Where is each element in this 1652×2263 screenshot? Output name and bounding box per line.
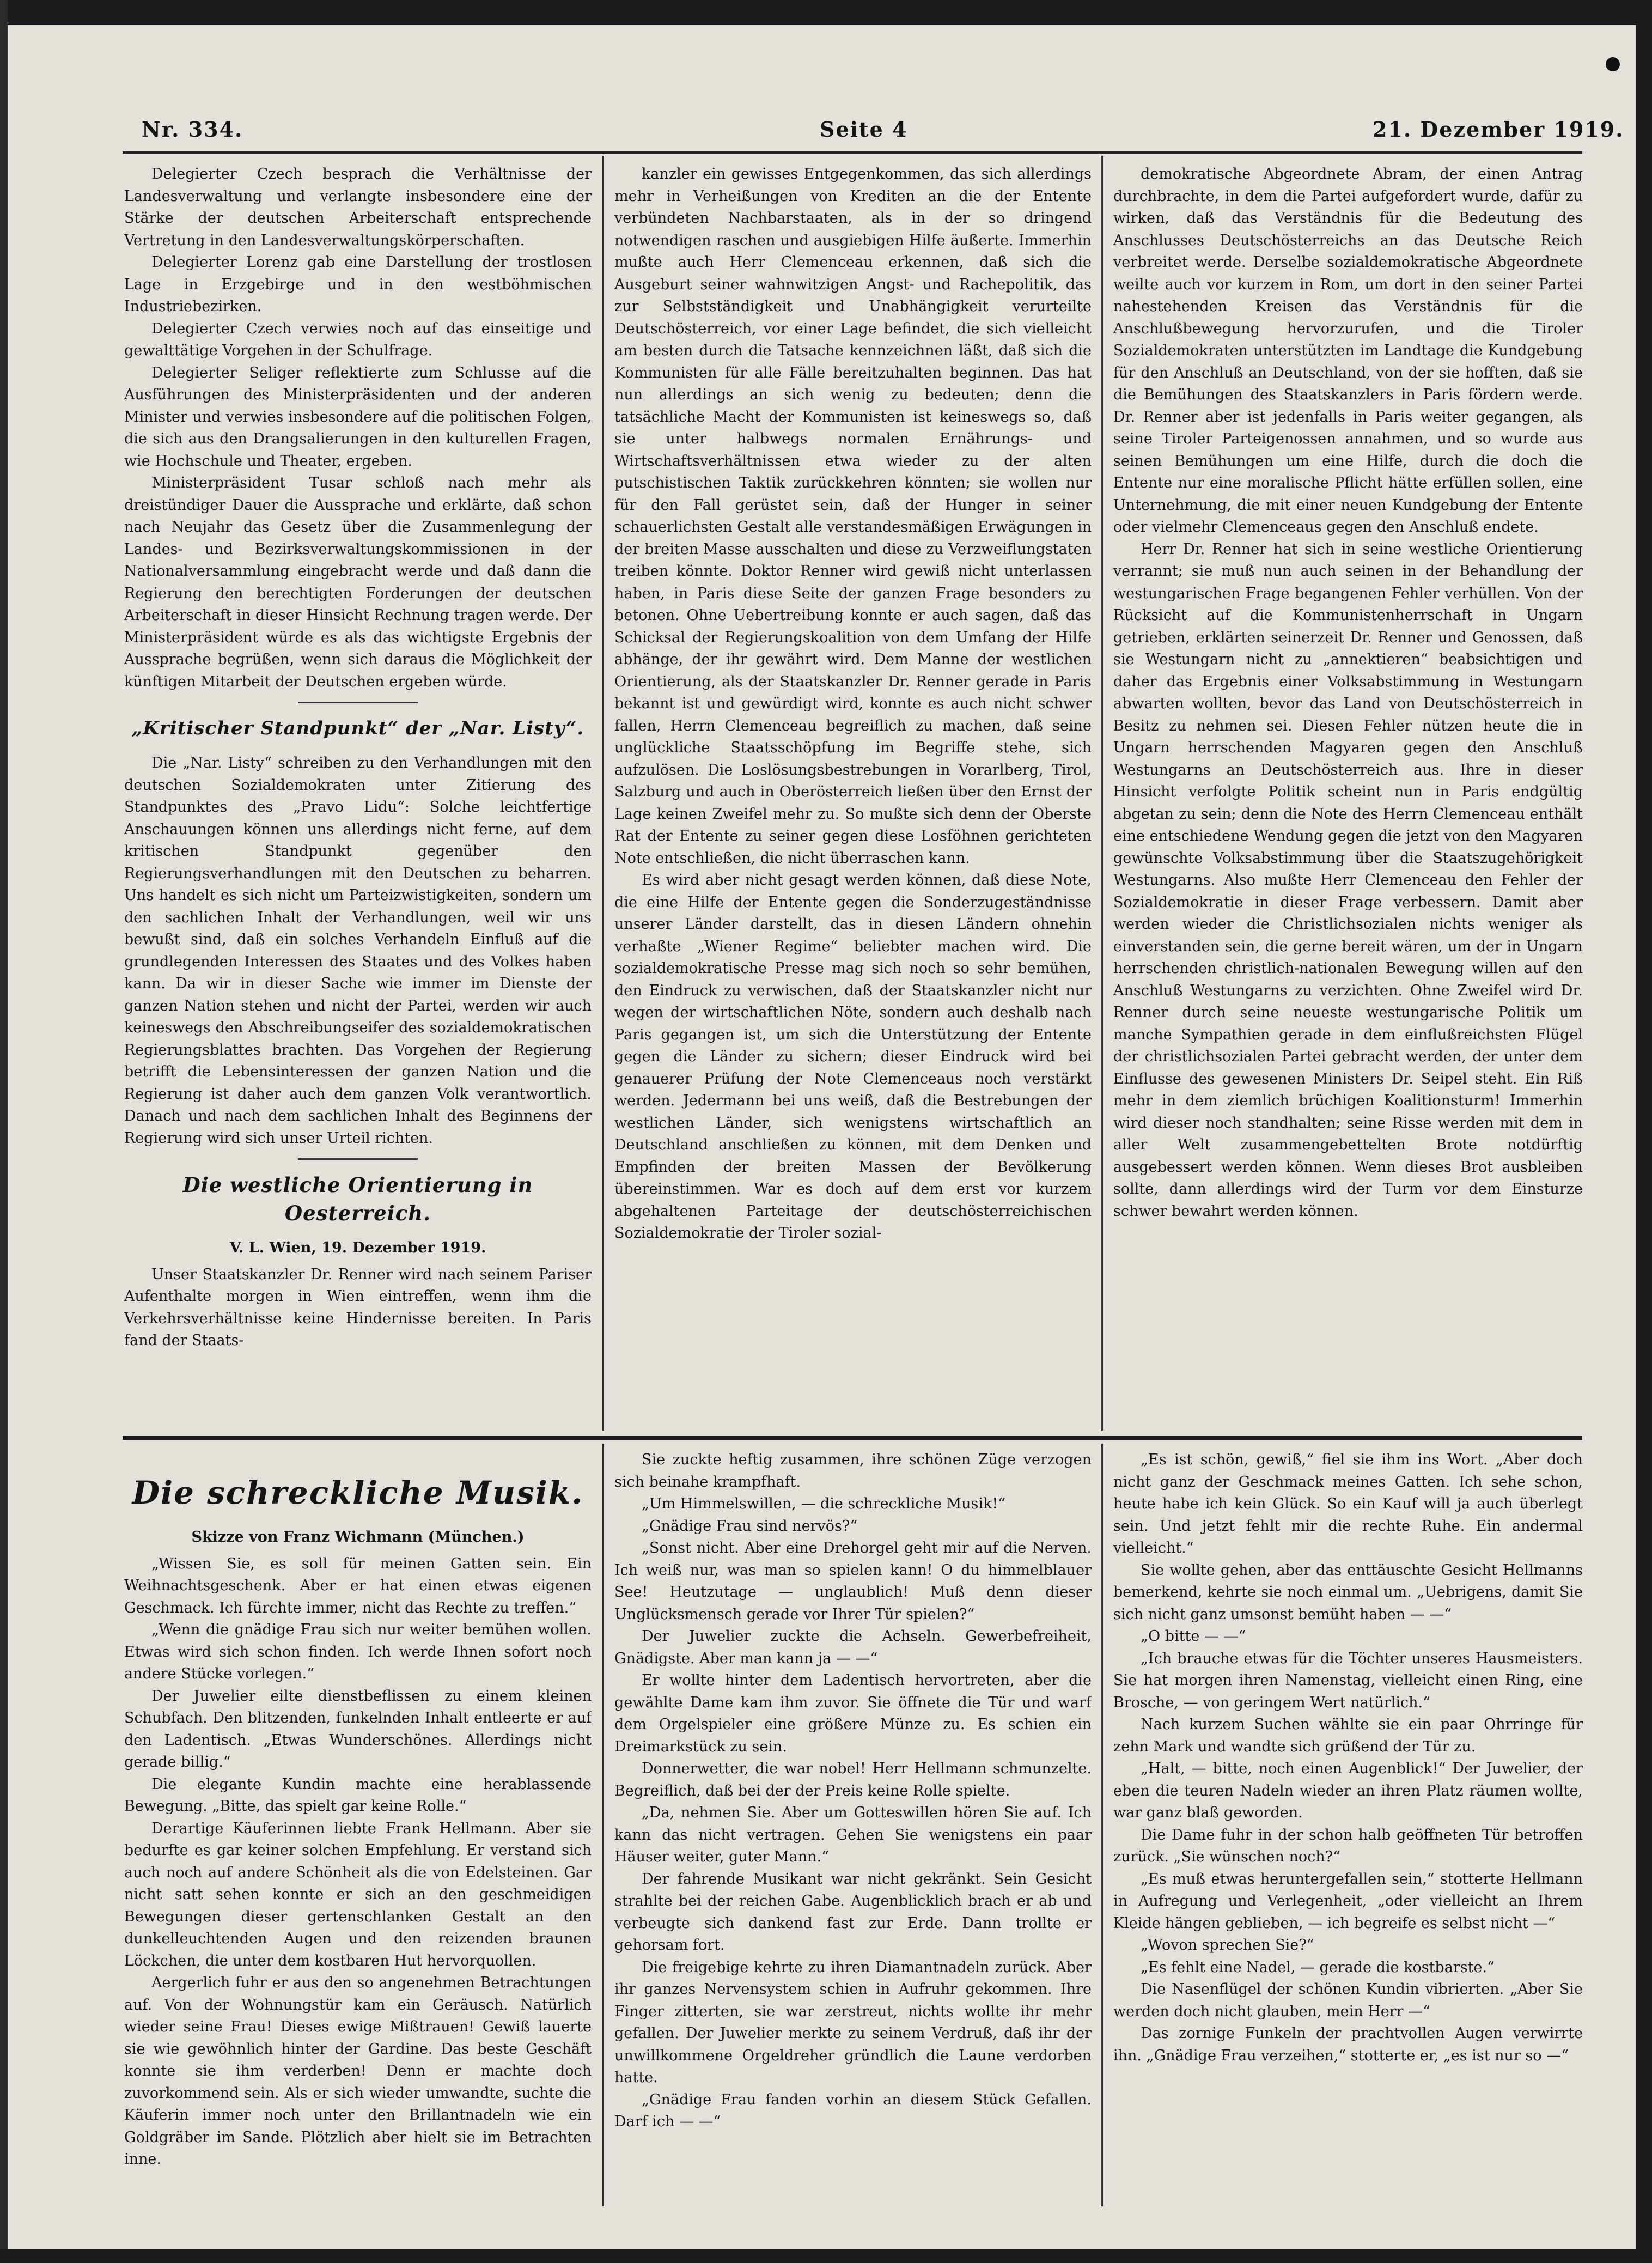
feuilleton-byline: Skizze von Franz Wichmann (München.) xyxy=(191,1529,525,1546)
page-number: Seite 4 xyxy=(820,117,908,142)
paragraph: „Es muß etwas heruntergefallen sein,“ stotterte Hellmann in Aufregung und Verlegenheit, „oder vielleicht an Ihrem Kleide hängen geblieben, — ich begreife es selbst nicht —“ xyxy=(1113,1870,1583,1932)
scan-border-bottom xyxy=(0,2249,1652,2263)
paragraph: „Ich brauche etwas für die Töchter unseres Hausmeisters. Sie hat morgen ihren Namenstag, vielleicht einen Ring, eine Brosche, — von geringem Wert natürlich.“ xyxy=(1113,1650,1583,1711)
binding-hole-icon xyxy=(1606,57,1620,71)
paragraph: Die elegante Kundin machte eine herablassende Bewegung. „Bitte, das spielt gar keine Rolle.“ xyxy=(124,1775,592,1815)
column-divider xyxy=(1101,156,1103,1431)
paragraph: Sie wollte gehen, aber das enttäuschte Gesicht Hellmanns bemerkend, kehrte sie noch einmal um. „Uebrigens, damit Sie sich nicht ganz umsonst bemüht haben — —“ xyxy=(1113,1561,1583,1623)
issue-date: 21. Dezember 1919. xyxy=(1373,117,1624,142)
paragraph: „Es fehlt eine Nadel, — gerade die kostbarste.“ xyxy=(1141,1958,1495,1976)
paragraph: Nach kurzem Suchen wählte sie ein paar Ohrringe für zehn Mark und wandte sich grüßend der Tür zu. xyxy=(1113,1716,1583,1755)
paragraph: Unser Staatskanzler Dr. Renner wird nach seinem Pariser Aufenthalte morgen in Wien eintreffen, wenn ihm die Verkehrsverhältnisse keine Hindernisse bereiten. In Paris fand der Staats- xyxy=(124,1266,592,1349)
paragraph: Die „Nar. Listy“ schreiben zu den Verhandlungen mit den deutschen Sozialdemokraten unter Zitierung des Standpunktes des „Pravo Lidu“: Solche leichtfertige Anschauungen können uns allerdings nicht ferne, auf dem kritischen Standpunkt gegenüber den Regierungsverhandlungen mit den Deutschen zu beharren. Uns handelt es sich nicht um Parteizwistigkeiten, sondern um den sachlichen Inhalt der Verhandlungen, weil wir uns bewußt sind, daß ein solches Verhandeln Einfluß auf die grundlegenden Interessen des Staates und des Volkes haben kann. Da wir in dieser Sache wie immer im Dienste der ganzen Nation stehen und nicht der Partei, werden wir auch keineswegs den Abschreibungseifer des sozialdemokratischen Regierungsblattes brachten. Das Vorgehen der Regierung betrifft die Lebensinteressen der ganzen Nation und die Regierung ist daher auch dem ganzen Volk verantwortlich. Danach und nach dem sachlichen Inhalt des Beginnens der Regierung wird sich unser Urteil richten. xyxy=(124,755,592,1147)
paragraph: Der Juwelier zuckte die Achseln. Gewerbefreiheit, Gnädigste. Aber man kann ja — —“ xyxy=(614,1628,1092,1667)
header-rule xyxy=(123,151,1582,154)
paragraph: „Wenn die gnädige Frau sich nur weiter bemühen wollen. Etwas wird sich schon finden. Ich werde Ihnen sofort noch andere Stücke vorlegen.“ xyxy=(124,1621,592,1682)
column-divider xyxy=(602,156,604,1431)
paragraph: „Wissen Sie, es soll für meinen Gatten sein. Ein Weihnachtsgeschenk. Aber er hat einen etwas eigenen Geschmack. Ich fürchte immer, nicht das Rechte zu treffen.“ xyxy=(124,1555,592,1616)
feuilleton-column-1 xyxy=(124,1449,592,2206)
separator xyxy=(298,702,418,703)
paragraph: Er wollte hinter dem Ladentisch hervortreten, aber die gewählte Dame kam ihm zuvor. Sie öffnete die Tür und warf dem Orgelspieler eine größere Münze zu. Es schien ein Dreimarkstück zu sein. xyxy=(614,1672,1092,1755)
paragraph: „Da, nehmen Sie. Aber um Gotteswillen hören Sie auf. Ich kann das nicht vertragen. Gehen Sie wenigstens ein paar Häuser weiter, guter Mann.“ xyxy=(614,1804,1092,1865)
column-1 xyxy=(124,163,592,1426)
paragraph: „Es ist schön, gewiß,“ fiel sie ihm ins Wort. „Aber doch nicht ganz der Geschmack meines Gatten. Ich sehe schon, heute habe ich kein Glück. So ein Kauf will ja auch überlegt sein. Und jetzt fehlt mir die rechte Ruhe. Ein andermal vielleicht.“ xyxy=(1113,1451,1583,1556)
column-2 xyxy=(614,163,1092,1426)
paragraph: „Gnädige Frau sind nervös?“ xyxy=(642,1517,858,1535)
paragraph: Delegierter Czech besprach die Verhältnisse der Landesverwaltung und verlangte insbesondere eine der Stärke der deutschen Arbeiterschaft entsprechende Vertretung in den Landesverwaltungskörperschaften. xyxy=(124,166,592,249)
scan-border-right xyxy=(1636,0,1652,2263)
issue-number: Nr. 334. xyxy=(142,117,243,142)
article-heading-nar-listy: „Kritischer Standpunkt“ der „Nar. Listy“. xyxy=(131,717,584,739)
paragraph: „Sonst nicht. Aber eine Drehorgel geht mir auf die Nerven. Ich weiß nur, was man so spielen kann! O du himmelblauer See! Heutzutage — unglaublich! Muß denn dieser Unglücksmensch gerade vor Ihrer Tür spielen?“ xyxy=(614,1540,1092,1623)
feuilleton-column-2 xyxy=(614,1449,1092,2206)
paragraph: Ministerpräsident Tusar schloß nach mehr als dreistündiger Dauer die Aussprache und erklärte, daß schon nach Neujahr das Gesetz über die Zusammenlegung der Landes- und Bezirksverwaltungskommissionen in der Nationalversammlung eingebracht werde und daß dann die Regierung den berechtigten Forderungen der deutschen Arbeiterschaft in dieser Hinsicht Rechnung tragen werde. Der Ministerpräsident würde es als das wichtigste Ergebnis der Aussprache begrüßen, wenn sich daraus die Möglichkeit der künftigen Mitarbeit der Deutschen ergeben würde. xyxy=(124,474,592,690)
paragraph: „Gnädige Frau fanden vorhin an diesem Stück Gefallen. Darf ich — —“ xyxy=(614,2091,1092,2130)
paragraph: Der Juwelier eilte dienstbeflissen zu einem kleinen Schubfach. Den blitzenden, funkelnden Inhalt entleerte er auf den Ladentisch. „Etwas Wunderschönes. Allerdings nicht gerade billig.“ xyxy=(124,1687,592,1771)
paragraph: „Wovon sprechen Sie?“ xyxy=(1141,1937,1314,1954)
paragraph: Herr Dr. Renner hat sich in seine westliche Orientierung verrannt; sie muß nun auch seinen in der Behandlung der westungarischen Frage begangenen Fehler verhüllen. Von der Rücksicht auf die Kommunistenherrschaft in Ungarn getrieben, erklärten seinerzeit Dr. Renner und Genossen, daß sie Westungarn nicht zu „annektieren“ beabsichtigen und daher das Ergebnis einer Volksabstimmung in Westungarn abwarten wollten, bevor das Land von Deutschösterreich in Besitz zu nehmen sei. Diesen Fehler nützen heute die in Ungarn herrschenden Magyaren gegen den Anschluß Westungarns an Deutschösterreich aus. Ihre in dieser Hinsicht verfolgte Politik scheint nun in Paris endgültig abgetan zu sein; denn die Note des Herrn Clemenceau enthält eine entschiedene Wendung gegen die jetzt von den Magyaren gewünschte Volksabstimmung über die Staatszugehörigkeit Westungarns. Also mußte Herr Clemenceau den Fehler der Sozialdemokratie in dieser Frage verbessern. Damit aber werden wieder die Christlichsozialen nichts weniger als einverstanden sein, die gerne bereit wären, um der in Ungarn herrschenden christlich-nationalen Bewegung willen auf den Anschluß Westungarns zu verzichten. Ohne Zweifel wird Dr. Renner durch seine neueste westungarische Politik um manche Sympathien gerade in dem einflußreichsten Flügel der christlichsozialen Partei gebracht werden, der unter dem Einflusse des gewesenen Ministers Dr. Seipel steht. Ein Riß mehr in dem ziemlich brüchigen Koalitionsturm! Immerhin wird dieser noch standhalten; seine Risse werden mit dem in aller Welt zusammengebettelten Brote notdürftig ausgebessert werden können. Wenn dieses Brot ausbleiben sollte, dann allerdings wird der Turm vor dem Einsturze schwer bewahrt werden können. xyxy=(1113,540,1583,1220)
paragraph: Delegierter Seliger reflektierte zum Schlusse auf die Ausführungen des Ministerpräsidenten und der anderen Minister und verwies insbesondere auf die politischen Folgen, die sich aus den Drangsalierungen in den kulturellen Fragen, wie Hochschule und Theater, ergeben. xyxy=(124,364,592,470)
column-3 xyxy=(1113,163,1583,1426)
scan-border-top xyxy=(0,0,1652,25)
feuilleton-title: Die schreckliche Musik. xyxy=(132,1474,584,1511)
feuilleton-column-3 xyxy=(1113,1449,1583,2206)
paragraph: Der fahrende Musikant war nicht gekränkt. Sein Gesicht strahlte bei der reichen Gabe. Augenblicklich brach er ab und verbeugte sich dankend fast zur Erde. Dann trollte er gehorsam fort. xyxy=(614,1870,1092,1954)
paragraph: „O bitte — —“ xyxy=(1141,1628,1246,1645)
paragraph: Aergerlich fuhr er aus den so angenehmen Betrachtungen auf. Von der Wohnungstür kam ein Geräusch. Natürlich wieder seine Frau! Dieses ewige Mißtrauen! Gewiß lauerte sie wie gewöhnlich hinter der Gardine. Das beste Geschäft konnte sie ihm verderben! Denn er machte doch zuvorkommend sein. Als er sich wieder umwandte, suchte die Käuferin immer noch unter den Brillantnadeln wie ein Goldgräber im Sande. Plötzlich aber hielt sie im Betrachten inne. xyxy=(124,1974,592,2168)
dateline: V. L. Wien, 19. Dezember 1919. xyxy=(229,1239,486,1256)
separator xyxy=(298,1158,418,1160)
column-divider xyxy=(1101,1444,1103,2206)
paragraph: Das zornige Funkeln der prachtvollen Augen verwirrte ihn. „Gnädige Frau verzeihen,“ stotterte er, „es ist nur so —“ xyxy=(1113,2025,1583,2064)
paragraph: „Um Himmelswillen, — die schreckliche Musik!“ xyxy=(642,1495,1006,1512)
paragraph: Sie zuckte heftig zusammen, ihre schönen Züge verzogen sich beinahe krampfhaft. xyxy=(614,1451,1092,1491)
paragraph: Delegierter Lorenz gab eine Darstellung der trostlosen Lage in Erzgebirge und in den westböhmischen Industriebezirken. xyxy=(124,254,592,315)
article-heading-westliche-orientierung: Die westliche Orientierung in Oesterreich. xyxy=(182,1173,533,1225)
paragraph: demokratische Abgeordnete Abram, der einen Antrag durchbrachte, in dem die Partei aufgefordert wurde, dafür zu wirken, daß das Verständnis für die Bedeutung des Anschlusses Deutschösterreichs an das Deutsche Reich verbreitet werde. Derselbe sozialdemokratische Abgeordnete weilte auch vor kurzem in Rom, um dort in den seiner Partei nahestehenden Kreisen das Verständnis für die Anschlußbewegung hervorzurufen, und die Tiroler Sozialdemokraten unterstützten im Landtage die Kundgebung für den Anschluß an Deutschland, von der sie hofften, daß sie die Bemühungen des Staatskanzlers in Paris fördern werde. Dr. Renner aber ist jedenfalls in Paris weiter gegangen, als seine Tiroler Parteigenossen annahmen, und so wurde aus seinen Bemühungen um eine Hilfe, durch die doch die Entente nur eine moralische Pflicht hätte erfüllen sollen, eine Unternehmung, die mit einer neuen Kundgebung der Entente oder vielmehr Clemenceaus gegen den Anschluß endete. xyxy=(1113,166,1583,536)
paragraph: Delegierter Czech verwies noch auf das einseitige und gewalttätige Vorgehen in der Schulfrage. xyxy=(124,320,592,359)
feuilleton-rule xyxy=(123,1436,1582,1440)
column-divider xyxy=(602,1444,604,2206)
paragraph: Die Nasenflügel der schönen Kundin vibrierten. „Aber Sie werden doch nicht glauben, mein Herr —“ xyxy=(1113,1981,1583,2020)
paragraph: Derartige Käuferinnen liebte Frank Hellmann. Aber sie bedurfte es gar keiner solchen Empfehlung. Er verstand sich auch noch auf andere Schönheit als die von Edelsteinen. Gar nicht satt sehen konnte er sich an den geschmeidigen Bewegungen dieser gertenschlanken Gestalt an den dunkelleuchtenden Augen und den reizenden braunen Löckchen, die unter dem kostbaren Hut hervorquollen. xyxy=(124,1820,592,1969)
paragraph: kanzler ein gewisses Entgegenkommen, das sich allerdings mehr in Verheißungen von Krediten an die der Entente verbündeten Nachbarstaaten, als in der so dringend notwendigen raschen und ausgiebigen Hilfe äußerte. Immerhin mußte auch Herr Clemenceau erkennen, daß sich die Ausgeburt seiner wahnwitzigen Angst- und Rachepolitik, das zur Selbstständigkeit und Unabhängigkeit verurteilte Deutschösterreich, vor einer Lage befindet, die sich vielleicht am besten durch die Tatsache kennzeichnen läßt, daß sich die Kommunisten für alle Fälle bereitzuhalten beginnen. Das hat nun allerdings an sich wenig zu bedeuten; denn die tatsächliche Macht der Kommunisten ist keineswegs so, daß sie unter halbwegs normalen Ernährungs- und Wirtschaftsverhältnissen etwa wieder zu der alten putschistischen Taktik zurückkehren könnten; sie wollen nur für den Fall gerüstet sein, daß der Hunger in seiner schauerlichsten Gestalt alle verstandesmäßigen Erwägungen in der breiten Masse ausschalten und diese zu Verzweiflungstaten treiben könnte. Doktor Renner wird gewiß nicht unterlassen haben, in Paris diese Seite der ganzen Frage besonders zu betonen. Ohne Uebertreibung konnte er auch sagen, daß das Schicksal der Regierungskoalition von dem Umfang der Hilfe abhänge, der ihr gewährt wird. Dem Manne der westlichen Orientierung, als der Staatskanzler Dr. Renner gerade in Paris bekannt ist und gewürdigt wird, konnte es auch nicht schwer fallen, Herrn Clemenceau begreiflich zu machen, daß seine unglückliche Staatsschöpfung im Begriffe stehe, sich aufzulösen. Die Loslösungsbestrebungen in Vorarlberg, Tirol, Salzburg und auch in Oberösterreich ließen über den Ernst der Lage keinen Zweifel mehr zu. So mußte sich denn der Oberste Rat der Entente zu seiner gegen diese Losföhnen gerichteten Note entschließen, die nicht überraschen kann. xyxy=(614,166,1092,867)
paragraph: Es wird aber nicht gesagt werden können, daß diese Note, die eine Hilfe der Entente gegen die Sonderzugeständnisse unserer Länder darstellt, das in diesen Ländern ohnehin verhaßte „Wiener Regime“ beliebter machen wird. Die sozialdemokratische Presse mag sich noch so sehr bemühen, den Eindruck zu verwischen, daß der Staatskanzler nicht nur wegen der wirtschaftlichen Nöte, sondern auch deshalb nach Paris gegangen ist, um sich die Unterstützung der Entente gegen die Länder zu sichern; dieser Eindruck wird bei genauerer Prüfung der Note Clemenceaus noch verstärkt werden. Jedermann bei uns weiß, daß die Bestrebungen der westlichen Länder, sich wenigstens wirtschaftlich an Deutschland anschließen zu können, mit dem Denken und Empfinden der breiten Massen der Bevölkerung übereinstimmen. War es doch auf dem erst vor kurzem abgehaltenen Parteitage der deutschösterreichischen Sozialdemokratie der Tiroler sozial- xyxy=(614,872,1092,1242)
paragraph: „Halt, — bitte, noch einen Augenblick!“ Der Juwelier, der eben die teuren Nadeln wieder an ihren Platz räumen wollte, war ganz blaß geworden. xyxy=(1113,1760,1583,1821)
paragraph: Donnerwetter, die war nobel! Herr Hellmann schmunzelte. Begreiflich, daß bei der der Preis keine Rolle spielte. xyxy=(614,1760,1092,1799)
paragraph: Die Dame fuhr in der schon halb geöffneten Tür betroffen zurück. „Sie wünschen noch?“ xyxy=(1113,1826,1583,1865)
paragraph: Die freigebige kehrte zu ihren Diamantnadeln zurück. Aber ihr ganzes Nervensystem schien in Aufruhr gekommen. Ihre Finger zitterten, sie war zerstreut, nichts wollte ihr mehr gefallen. Der Juwelier merkte zu seinem Verdruß, daß ihr der unwillkommene Orgeldreher gründlich die Laune verdorben hatte. xyxy=(614,1958,1092,2086)
scan-border-left xyxy=(0,0,8,2263)
